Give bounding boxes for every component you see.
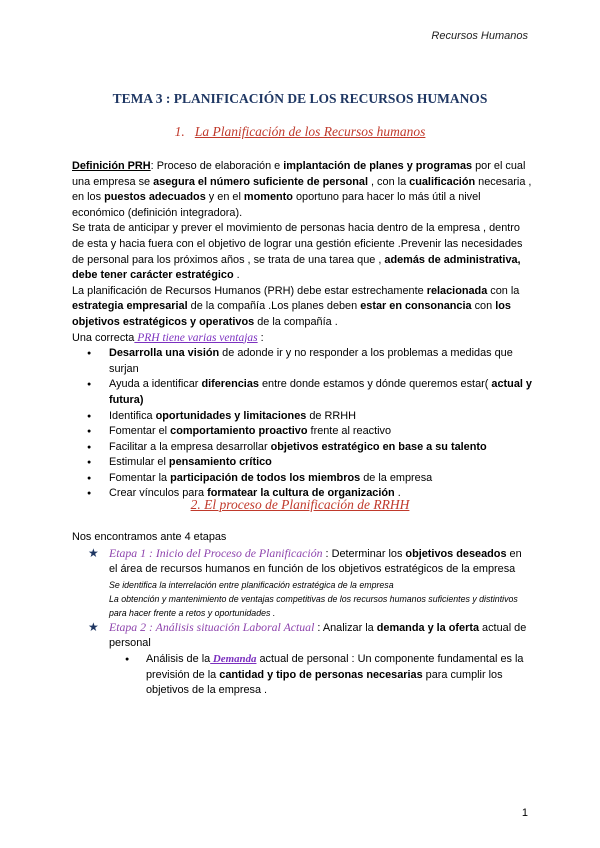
list-item: ● Desarrolla una visión de adonde ir y no responder a los problemas a medidas que surjan [109,346,532,377]
section-2-title: 2. El proceso de Planificación de RRHH [190,497,410,512]
definition-label: Definición PRH [72,160,151,172]
etapas-list [109,546,532,699]
section-1-heading [0,124,600,140]
list-item: ● Ayuda a identificar diferencias entre donde estamos y dónde queremos estar( actual y futura) [109,377,532,408]
etapa-2-item: ★ Etapa 2 : Análisis situación Laboral Actual : Analizar la demanda y la oferta actual de personal ● Análisis de la Demanda actual de personal : Un componente fundamental es la previsión de la cantidad y tipo de personas necesarias para cumplir los objetivos de la empresa . [109,620,532,699]
etapa-2-label: Etapa 2 : Análisis situación Laboral Actual [109,619,315,634]
ventajas-intro: Una correcta PRH tiene varias ventajas : [72,331,264,344]
etapa-1-label: Etapa 1 : Inicio del Proceso de Planificación [109,545,323,560]
section-1-title: La Planificación de los Recursos humanos [194,124,426,139]
page-number: 1 [521,807,528,819]
running-header: Recursos Humanos [431,30,528,42]
list-item: ● Crear vínculos para formatear la cultura de organización . [109,486,532,502]
ventajas-link[interactable]: PRH tiene varias ventajas [134,331,258,344]
list-item: ● Análisis de la Demanda actual de personal : Un componente fundamental es la previsión de la cantidad y tipo de personas necesarias para cumplir los objetivos de la empresa . [146,652,532,699]
etapa-2-sublist [146,652,532,699]
page-title: TEMA 3 : PLANIFICACIÓN DE LOS RECURSOS HUMANOS [112,91,488,106]
etapa-1-item: ★ Etapa 1 : Inicio del Proceso de Planificación : Determinar los objetivos deseados en el área de recursos humanos en función de los objetivos estratégicos de la empresa Se identifica la interrelación entre planificación estratégica de la empresa La obtención y mantenimiento de ventajas competitivas de los recursos humanos suficientes y distintivos para hacer frente a retos y oportunidades . [109,546,532,620]
section-2-heading [0,497,600,513]
etapas-intro: Nos encontramos ante 4 etapas [72,531,227,543]
list-item: ● Fomentar la participación de todos los miembros de la empresa [109,471,532,487]
anticipation-paragraph: Se trata de anticipar y prever el movimiento de personas hacia dentro de la empresa , dentro de esta y hacia fuera con el objetivo de lograr una gestión eficiente .Prevenir las necesidades de personal para los próximos años , se trata de una tarea que , además de administrativa, debe tener carácter estratégico . [72,222,523,282]
demanda-term: Demanda [210,652,257,665]
strategy-paragraph: La planificación de Recursos Humanos (PRH) debe estar estrechamente relacionada con la estrategia empresarial de la compañía .Los planes deben estar en consonancia con los objetivos estratégicos y operativos de la compañía . [72,284,520,328]
list-item: ● Estimular el pensamiento crítico [109,455,532,471]
list-item: ● Facilitar a la empresa desarrollar objetivos estratégico en base a su talento [109,440,532,456]
section-2-body [72,530,532,699]
ventajas-list [109,346,532,502]
section-1-number: 1. [174,124,185,139]
definition-paragraph: Definición PRH: Proceso de elaboración e implantación de planes y programas por el cual una empresa se asegura el número suficiente de personal , con la cualificación necesaria , en los puestos adecuados y en el momento oportuno para hacer lo más útil a nivel económico (definición integradora). [72,160,532,219]
etapa-1-note-2: La obtención y mantenimiento de ventajas competitivas de los recursos humanos suficientes y distintivos para hacer frente a retos y oportunidades . [109,593,518,618]
list-item: ● Fomentar el comportamiento proactivo frente al reactivo [109,424,532,440]
section-1-body [72,159,532,502]
etapa-1-note-1: Se identifica la interrelación entre planificación estratégica de la empresa [109,579,394,590]
list-item: ● Identifica oportunidades y limitaciones de RRHH [109,409,532,425]
